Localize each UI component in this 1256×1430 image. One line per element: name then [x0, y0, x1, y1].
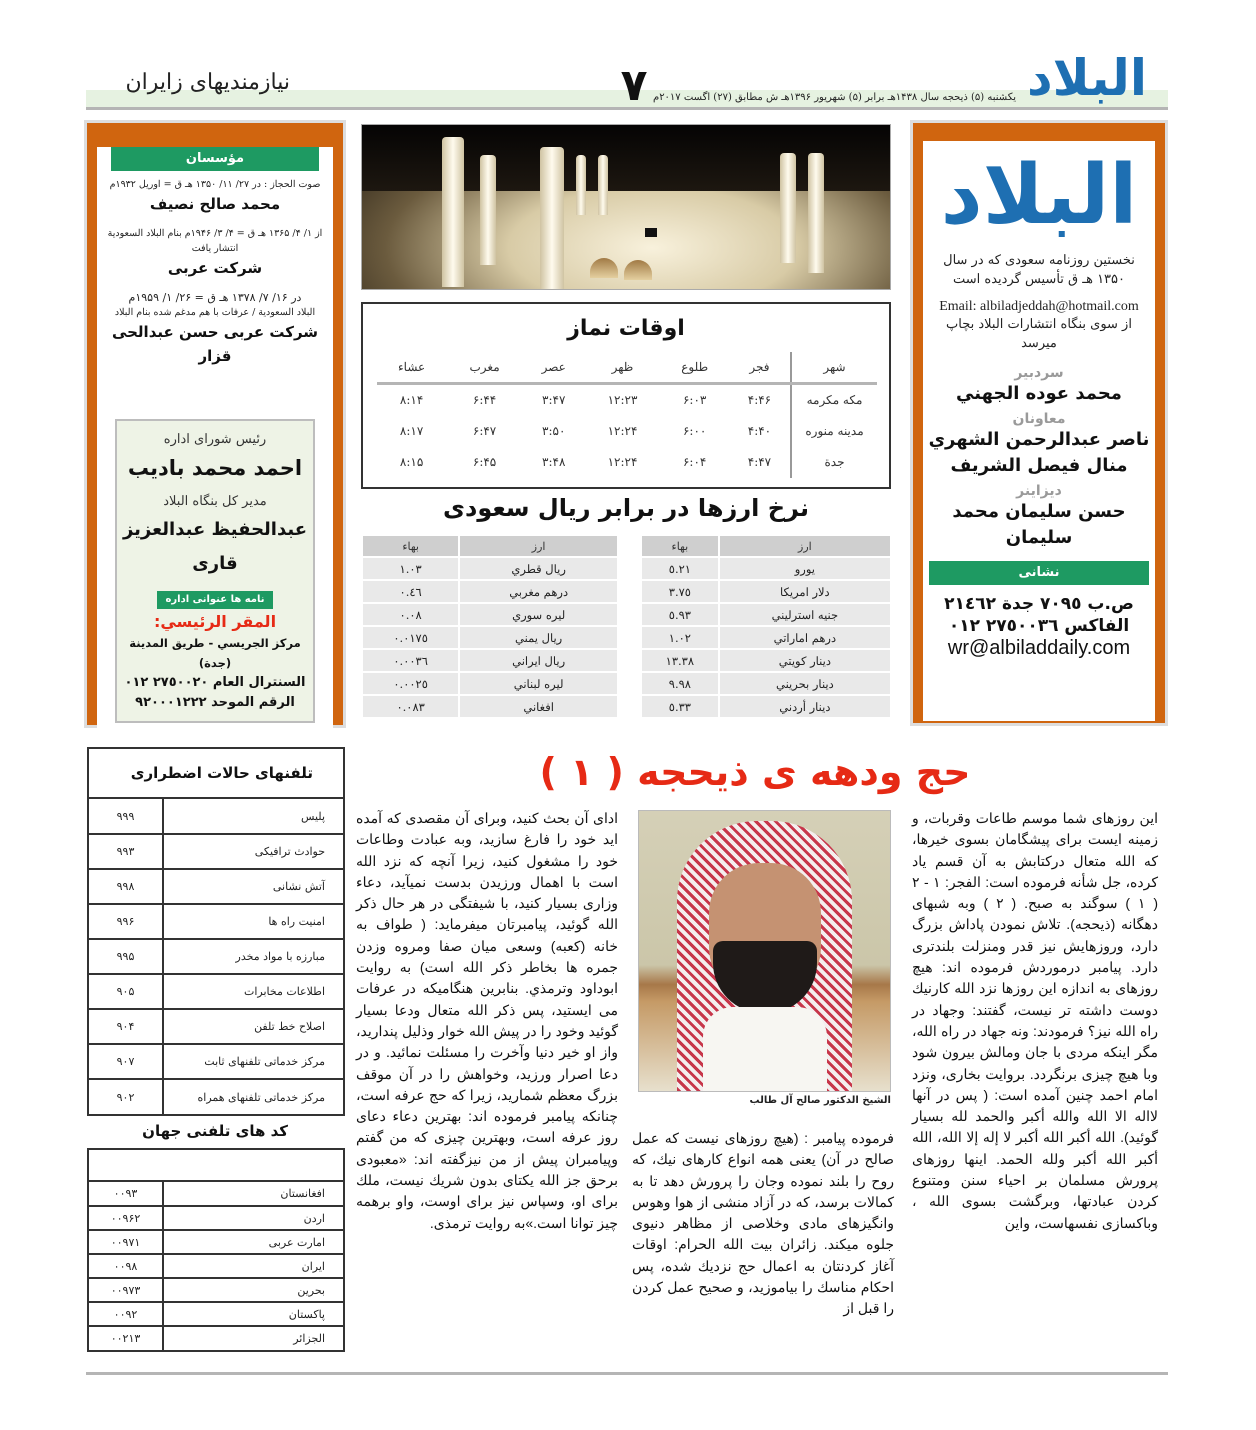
- kaaba-shape: [645, 228, 657, 237]
- country-label: اردن: [163, 1206, 343, 1230]
- minaret-shape: [540, 147, 564, 290]
- time-cell: ۶:۰۴: [682, 455, 707, 469]
- city-cell: مدینه منوره: [791, 416, 877, 447]
- time-cell: ۱۲:۲۴: [607, 455, 638, 469]
- address-heading: نامه ها عنوانی اداره: [157, 591, 273, 609]
- assistant-name-1: ناصر عبدالرحمن الشهري: [928, 429, 1150, 450]
- address-label: نشانی: [929, 561, 1149, 585]
- currency-price: ٩.٩٨: [642, 673, 720, 694]
- article-headline: حج ودهه ی ذیحجه ( ۱ ): [539, 750, 971, 794]
- minaret-shape: [576, 155, 586, 215]
- column-header: عصر: [523, 352, 585, 384]
- table-row: [363, 627, 617, 648]
- board-chair-name: احمد محمد باديب: [127, 456, 303, 480]
- time-cell: ۱۲:۲۴: [607, 424, 638, 438]
- city-cell: مکه مکرمه: [791, 384, 877, 417]
- currency-price: ٥.٢١: [642, 558, 720, 579]
- dial-code: ۰۰۹۸: [89, 1254, 163, 1278]
- currency-name: درهم اماراتي: [720, 627, 890, 648]
- currency-name: ريال يمني: [460, 627, 617, 648]
- editor-label: سردبیر: [1014, 365, 1064, 381]
- switchboard-number: السنترال العام ٢٧٥٠٠٢٠ ٠١٢: [124, 675, 306, 690]
- table-row: [363, 604, 617, 625]
- column-header: ظهر: [585, 352, 661, 384]
- dial-code: ۰۰۲۱۳: [89, 1326, 163, 1350]
- time-cell: ۴:۴۰: [747, 424, 772, 438]
- table-row: [89, 869, 343, 904]
- masthead-info-box: [910, 120, 1168, 726]
- po-box: ص.ب ٧٠٩٥ جدة ٢١٤٦٢: [944, 594, 1134, 614]
- country-label: پاکستان: [163, 1302, 343, 1326]
- currency-price: ١٣.٣٨: [642, 650, 720, 671]
- assistant-name-2: منال فيصل الشريف: [950, 455, 1128, 476]
- currency-price: ٠.٠٠٣٦: [363, 650, 460, 671]
- designer-name: حسن سليمان محمد سليمان: [952, 501, 1126, 548]
- prayer-times-title: اوقات نماز: [567, 316, 685, 341]
- currency-price: ١.٠٢: [642, 627, 720, 648]
- country-label: امارت عربی: [163, 1230, 343, 1254]
- column-header: طلوع: [660, 352, 728, 384]
- currency-name: دينار بحريني: [720, 673, 890, 694]
- time-cell: ۶:۴۴: [472, 393, 497, 407]
- table-row: [89, 1079, 343, 1114]
- article-column-1: این روزهای شما موسم طاعات وقربات، و زمینه ایست برای پیشگامان بسوی خیرها، که الله متعال درکتابش به آن قسم یاد کرده، جل شأنه فرموده است: الفجر: ۱ - ۲ ( ۱ ) سوگند به صبح. ( ۲ ) وبه شبهای دهگانه (ذیحجه). تلاش نمودن پاداش بزرگ دارد، وروزهایش نیز قدر ومنزلت بلندتری دارد. پیامبر درموردش فرموده اند: هیچ روزهای به اندازه این روزها نزد الله کارنیك دوست داشته تر نیست، گفتند: وجهاد در راه الله نیز؟ فرمودند: ونه جهاد در راه الله، مگر اینکه مردی با جان ومالش بیرون شود وبا هیچ چیزی برنگردد. بروایت بخاری، ونزد امام احمد چنین آمده است: ( پس در آنها لااله الا الله والله أکبر والحمد لله بسیار گوئید). الله أكبر الله أكبر لا إله إلا الله، الله أكبر الله أكبر ولله الحمد. اینها روزهای پرورش مسلمان بر احیاء سنن ومتنوع کردن عبادتها، وبرگشت بسوی الله ، وباکسازی نفسهاست، واین: [912, 810, 1158, 1231]
- table-row: [363, 558, 617, 579]
- hq-label: المقر الرئيسي:: [153, 612, 277, 631]
- currency-price: ٠.٠٨: [363, 604, 460, 625]
- column-header: فجر: [729, 352, 791, 384]
- service-label: حوادث ترافیکی: [163, 834, 343, 869]
- table-row: [89, 799, 343, 834]
- table-row: [89, 1302, 343, 1326]
- founder-line-3a: در ۱۶/ ۷/ ۱۳۷۸ هـ ق = ۲۶/ ۱/ ۱۹۵۹م: [128, 291, 302, 304]
- currency-price: ٠.٠٨٣: [363, 696, 460, 717]
- world-codes-table: [89, 1182, 343, 1350]
- blank-header-row: [89, 1150, 343, 1182]
- dome-shape: [624, 260, 652, 280]
- table-row: [89, 939, 343, 974]
- minaret-shape: [808, 153, 824, 273]
- publisher-note: از سوی بنگاه انتشارات البلاد بچاپ میرسد: [946, 317, 1132, 351]
- dial-code: ۰۰۹۲: [89, 1302, 163, 1326]
- service-label: اطلاعات مخابرات: [163, 974, 343, 1009]
- time-cell: ۴:۴۶: [747, 393, 772, 407]
- unified-number: الرقم الموحد ٩٢٠٠٠١٢٢٢: [135, 695, 295, 710]
- section-title: نیازمندیهای زایران: [125, 70, 290, 95]
- time-cell: ۱۲:۲۳: [607, 393, 638, 407]
- table-row: [363, 673, 617, 694]
- table-row: [89, 904, 343, 939]
- issue-date: یکشنبه (۵) ذیحجه سال ۱۴۳۸هـ برابر (۵) شهریور ۱۳۹۶هـ ش مطابق (۲۷) اگست ۲۰۱۷م: [652, 92, 1016, 103]
- page-number: ۷: [620, 60, 648, 111]
- currency-price: ٣.٧٥: [642, 581, 720, 602]
- emergency-phones-box: [87, 747, 345, 1116]
- currency-name: جنيه استرليني: [720, 604, 890, 625]
- founder-name-2: شركت عربی: [167, 259, 263, 277]
- masthead-logo: البلاد: [1027, 49, 1147, 107]
- currency-name: ريال ايراني: [460, 650, 617, 671]
- dial-code: ۰۰۹۳: [113, 1187, 138, 1200]
- director-label: مدیر کل بنگاه البلاد: [163, 494, 267, 509]
- minaret-shape: [780, 153, 796, 263]
- newspaper-logo: البلاد: [940, 148, 1138, 243]
- hq-address: مركز الجريسي - طريق المدينة (جدة): [129, 636, 301, 670]
- minaret-shape: [442, 137, 464, 287]
- table-row: [642, 696, 890, 717]
- service-label: امنیت راه ها: [163, 904, 343, 939]
- emergency-phones-table: [89, 799, 343, 1114]
- dial-code: ۰۰۹۷۳: [89, 1278, 163, 1302]
- founder-line-3b: البلاد السعودیة / عرفات با هم مدغم شده بنام البلاد: [114, 307, 316, 318]
- phone-number: ۹۹۶: [89, 904, 163, 939]
- currency-price: ٠.٠١٧٥: [363, 627, 460, 648]
- table-row: [642, 650, 890, 671]
- table-row: [89, 1206, 343, 1230]
- service-label: مرکز خدماتی تلفنهای همراه: [163, 1079, 343, 1114]
- table-row: [89, 1182, 343, 1206]
- phone-number: ۹۰۷: [89, 1044, 163, 1079]
- prayer-times-box: [361, 302, 891, 489]
- time-cell: ۸:۱۴: [399, 393, 424, 407]
- column-header: مغرب: [446, 352, 523, 384]
- time-cell: ۸:۱۷: [399, 424, 424, 438]
- table-row: [89, 1230, 343, 1254]
- time-cell: ۳:۴۸: [542, 455, 566, 469]
- founder-line-1: صوت الحجاز : در ۲۷/ ۱۱/ ۱۳۵۰ هـ ق = اوریل ۱۹۳۲م: [109, 179, 321, 190]
- assistants-label: معاونان: [1012, 411, 1066, 427]
- minaret-shape: [598, 155, 608, 215]
- founding-note: نخستین روزنامه سعودی که در سال ۱۳۵۰ هـ ق تأسیس گردیده است: [943, 253, 1135, 287]
- phone-number: ۹۹۳: [89, 834, 163, 869]
- table-row: [377, 416, 877, 447]
- time-cell: ۶:۰۳: [682, 393, 707, 407]
- country-label: الجزائر: [163, 1326, 343, 1350]
- column-header: بهاء: [363, 536, 460, 556]
- table-row: [642, 604, 890, 625]
- currency-table-right: [642, 534, 890, 719]
- table-row: [363, 696, 617, 717]
- author-portrait: [638, 810, 891, 1092]
- currency-name: دينار كويتي: [720, 650, 890, 671]
- currency-name: درهم مغربي: [460, 581, 617, 602]
- currency-name: ليره سوري: [460, 604, 617, 625]
- phone-number: ۹۹۸: [89, 869, 163, 904]
- column-header: ارز: [720, 536, 890, 556]
- emergency-phones-title: تلفنهای حالات اضطراری: [89, 749, 343, 799]
- minaret-shape: [480, 155, 496, 265]
- column-header: شهر: [791, 352, 877, 384]
- table-row: [377, 447, 877, 478]
- management-box: [115, 419, 315, 723]
- founder-line-2: از ۱/ ۴/ ۱۳۶۵ هـ ق = ۴/ ۳/ ۱۹۴۶م بنام البلاد السعودیة انتشار یافت: [107, 228, 323, 254]
- table-row: [642, 673, 890, 694]
- table-row: [642, 581, 890, 602]
- table-row: [377, 384, 877, 417]
- currency-name: افغاني: [460, 696, 617, 717]
- mecca-photo: [361, 124, 891, 290]
- time-cell: ۳:۴۷: [542, 393, 566, 407]
- fax-number: الفاكس ٢٧٥٠٠٣٦ ٠١٢: [948, 616, 1130, 636]
- country-label: افغانستان: [163, 1182, 343, 1206]
- phone-number: ۹۰۵: [89, 974, 163, 1009]
- table-row: [89, 1009, 343, 1044]
- currency-title: نرخ ارزها در برابر ریال سعودی: [443, 494, 809, 522]
- phone-number: ۹۹۹: [116, 809, 135, 823]
- currency-price: ٠.٤٦: [363, 581, 460, 602]
- founder-name-1: محمد صالح نصيف: [149, 195, 281, 213]
- photo-caption: الشيخ الدكتور صالح آل طالب: [749, 1095, 891, 1106]
- phone-number: ۹۰۴: [89, 1009, 163, 1044]
- currency-name: دينار أردني: [720, 696, 890, 717]
- dome-shape: [590, 258, 618, 278]
- service-label: اصلاح خط تلفن: [163, 1009, 343, 1044]
- contact-email[interactable]: Email: albiladjeddah@hotmail.com: [939, 299, 1139, 314]
- table-row: [363, 581, 617, 602]
- designer-label: دیزاینر: [1016, 483, 1062, 499]
- currency-name: يورو: [720, 558, 890, 579]
- table-row: [89, 1326, 343, 1350]
- time-cell: ۴:۴۷: [747, 455, 772, 469]
- time-cell: ۳:۵۰: [542, 424, 566, 438]
- currency-name: ريال قطري: [460, 558, 617, 579]
- country-label: ایران: [163, 1254, 343, 1278]
- table-row: [89, 1044, 343, 1079]
- table-row: [89, 974, 343, 1009]
- service-label: مبارزه با مواد مخدر: [163, 939, 343, 974]
- currency-price: ٥.٣٣: [642, 696, 720, 717]
- world-codes-box: [87, 1148, 345, 1352]
- country-label: بحرین: [163, 1278, 343, 1302]
- contact-website[interactable]: wr@albiladdaily.com: [947, 637, 1131, 659]
- dial-code: ۰۰۹۶۲: [89, 1206, 163, 1230]
- currency-table-left: [363, 534, 617, 719]
- world-codes-title: کد های تلفنی جهان: [142, 1122, 288, 1140]
- founder-name-3: شركت عربی حسن عبدالحی قزار: [111, 323, 319, 365]
- director-name: عبدالحفيظ عبدالعزيز قاری: [122, 519, 308, 574]
- table-row: [89, 1278, 343, 1302]
- table-header-row: [642, 536, 890, 556]
- currency-price: ٠.٠٠٢٥: [363, 673, 460, 694]
- column-header: ارز: [460, 536, 617, 556]
- table-row: [89, 1254, 343, 1278]
- editor-name: محمد عوده الجهني: [956, 383, 1122, 404]
- time-cell: ۸:۱۵: [399, 455, 424, 469]
- time-cell: ۶:۰۰: [682, 424, 707, 438]
- table-row: [89, 834, 343, 869]
- service-label: آتش نشانی: [163, 869, 343, 904]
- prayer-times-table: [377, 352, 877, 478]
- time-cell: ۶:۴۵: [472, 455, 497, 469]
- table-row: [642, 627, 890, 648]
- article-column-2: فرموده پیامبر : (هیچ روزهای نیست که عمل صالح در آن) یعنی همه انواع کارهای نیك، که روح را بلند نموده وجان را پرورش دهد تا به کمالات برسد، که در آزاد منشی از هوا وهوس وانگیزهای مادی وخلاصی از مظاهر دنیوی جلوه میکند. زائران بیت الله الحرام: اوقات آغاز کردنتان به اعمال حج نزدیك شده، پس احکام مناسك را بیاموزید، و صحیح عمل کردن را قبل از: [632, 1130, 894, 1317]
- phone-number: ۹۰۲: [89, 1079, 163, 1114]
- dial-code: ۰۰۹۷۱: [89, 1230, 163, 1254]
- table-row: [363, 650, 617, 671]
- founders-box: [84, 120, 346, 728]
- phone-number: ۹۹۵: [89, 939, 163, 974]
- time-cell: ۶:۴۷: [472, 424, 497, 438]
- currency-price: ١.٠٣: [363, 558, 460, 579]
- currency-name: ليره لبناني: [460, 673, 617, 694]
- table-row: [642, 558, 890, 579]
- currency-price: ٥.٩٣: [642, 604, 720, 625]
- currency-name: دلار امریکا: [720, 581, 890, 602]
- column-header: بهاء: [642, 536, 720, 556]
- service-label: پلیس: [163, 799, 343, 834]
- table-header-row: [377, 352, 877, 384]
- column-header: عشاء: [377, 352, 446, 384]
- footer-divider: [86, 1372, 1168, 1375]
- table-header-row: [363, 536, 617, 556]
- service-label: مرکز خدماتی تلفنهای ثابت: [163, 1044, 343, 1079]
- founders-heading: مؤسسان: [111, 147, 319, 171]
- thobe-shape: [703, 1007, 827, 1092]
- board-label: رئیس شورای اداره: [163, 432, 267, 447]
- article-column-3: ادای آن بحث کنید، وبرای آن مقصدی که آمده اید خود را فارغ سازید، وبه عبادت وطاعات خود را مشغول کنید، زیرا آنچه که نزد الله است با اهمال ورزیدن بدست نمیآید، دعاء وزاری بسیار کنید، با شیفتگی در هر حال ذکر الله گوئید، پیامبرتان میفرماید: ( طواف به خانه (کعبه) وسعی میان صفا ومروه وزدن جمره ها بخاطر ذکر الله است) به روایت ابوداود وترمذي. بنابرین هنگامیکه در عرفات می ایستید، پس ذکر الله متعال ودعا بسیار گوئید وخود را در پیش الله خوار وذلیل پندارید، واز او خیر دنیا وآخرت را مسئلت نمائید. و در دعا اصرار ورزید، وخواهش را در آن موقف بزرگ معظم شمارید، زیرا که حج عرفه است، چنانکه پیامبر فرموده اند: بهترین دعاء دعای روز عرفه است، وبهترین چیزی که من گفتم وپیامبران پیش از من نیزگفته اند: «معبودی برحق جز الله یکتای بدون شریك نیست، ملك برای او، وسپاس نیز برای اوست، واو برهمه چیز توانا است.»به روایت ترمذی.: [356, 810, 618, 1231]
- city-cell: جدة: [791, 447, 877, 478]
